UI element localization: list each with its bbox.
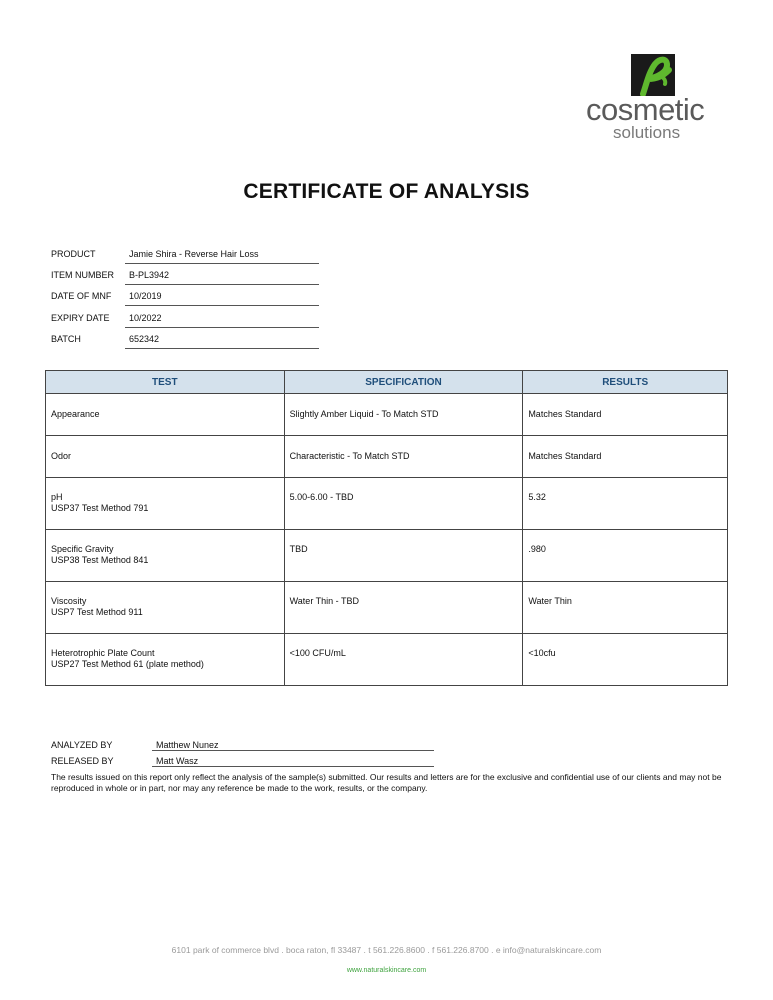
header-specification: SPECIFICATION bbox=[284, 371, 523, 394]
test-method: USP27 Test Method 61 (plate method) bbox=[51, 659, 204, 669]
batch-value: 652342 bbox=[125, 334, 319, 349]
test-name: Heterotrophic Plate Count bbox=[51, 648, 155, 658]
header-test: TEST bbox=[46, 371, 285, 394]
test-name: Appearance bbox=[51, 409, 100, 419]
specification-cell: <100 CFU/mL bbox=[284, 634, 523, 686]
specification-cell: Slightly Amber Liquid - To Match STD bbox=[284, 394, 523, 436]
result-cell: .980 bbox=[523, 530, 728, 582]
table-row bbox=[46, 530, 728, 582]
test-cell bbox=[46, 634, 285, 686]
product-value: Jamie Shira - Reverse Hair Loss bbox=[125, 249, 319, 264]
result-cell: 5.32 bbox=[523, 478, 728, 530]
table-row bbox=[46, 394, 728, 436]
test-name: pH bbox=[51, 492, 63, 502]
table-header-row bbox=[46, 371, 728, 394]
result-cell: Water Thin bbox=[523, 582, 728, 634]
test-cell bbox=[46, 530, 285, 582]
test-name: Specific Gravity bbox=[51, 544, 114, 554]
released-by-label: RELEASED BY bbox=[51, 756, 114, 766]
specification-cell: 5.00-6.00 - TBD bbox=[284, 478, 523, 530]
analyzed-by-label: ANALYZED BY bbox=[51, 740, 113, 750]
test-name: Odor bbox=[51, 451, 72, 461]
test-cell bbox=[46, 436, 285, 478]
specification-cell: Water Thin - TBD bbox=[284, 582, 523, 634]
item-number-value: B-PL3942 bbox=[125, 270, 319, 285]
batch-label: BATCH bbox=[51, 334, 81, 344]
released-by-value: Matt Wasz bbox=[152, 756, 434, 767]
expiry-date-value: 10/2022 bbox=[125, 313, 319, 328]
test-cell bbox=[46, 478, 285, 530]
table-row bbox=[46, 634, 728, 686]
table-row bbox=[46, 582, 728, 634]
footer-website-link[interactable]: www.naturalskincare.com bbox=[346, 967, 427, 974]
footer-address: 6101 park of commerce blvd . boca raton, fl 33487 . t 561.226.8600 . f 561.226.8700 . e info@naturalskincare.com bbox=[171, 945, 602, 955]
document-title: CERTIFICATE OF ANALYSIS bbox=[243, 180, 530, 203]
logo-text-secondary: solutions bbox=[613, 123, 681, 142]
expiry-date-label: EXPIRY DATE bbox=[51, 313, 110, 323]
item-number-label: ITEM NUMBER bbox=[51, 270, 114, 280]
result-cell: <10cfu bbox=[523, 634, 728, 686]
test-cell bbox=[46, 582, 285, 634]
results-table bbox=[45, 370, 728, 686]
result-cell: Matches Standard bbox=[523, 394, 728, 436]
table-row bbox=[46, 436, 728, 478]
test-cell bbox=[46, 394, 285, 436]
test-method: USP7 Test Method 911 bbox=[51, 607, 143, 617]
test-method: USP38 Test Method 841 bbox=[51, 555, 149, 565]
company-logo bbox=[586, 52, 726, 144]
header-results: RESULTS bbox=[523, 371, 728, 394]
logo-mark-icon bbox=[631, 54, 675, 96]
product-label: PRODUCT bbox=[51, 249, 96, 259]
logo-text-primary: cosmetic bbox=[586, 92, 705, 127]
test-method: USP37 Test Method 791 bbox=[51, 503, 149, 513]
result-cell: Matches Standard bbox=[523, 436, 728, 478]
analyzed-by-value: Matthew Nunez bbox=[152, 740, 434, 751]
table-row bbox=[46, 478, 728, 530]
date-of-mnf-label: DATE OF MNF bbox=[51, 291, 112, 301]
disclaimer-text: The results issued on this report only reflect the analysis of the sample(s) submitted. Our results and letters are for the exclusive and confidential use of our clients and may not be reproduced in whole or in part, nor may any reference be made to the work, results, or the company. bbox=[51, 772, 722, 793]
specification-cell: TBD bbox=[284, 530, 523, 582]
date-of-mnf-value: 10/2019 bbox=[125, 291, 319, 306]
specification-cell: Characteristic - To Match STD bbox=[284, 436, 523, 478]
test-name: Viscosity bbox=[51, 596, 87, 606]
